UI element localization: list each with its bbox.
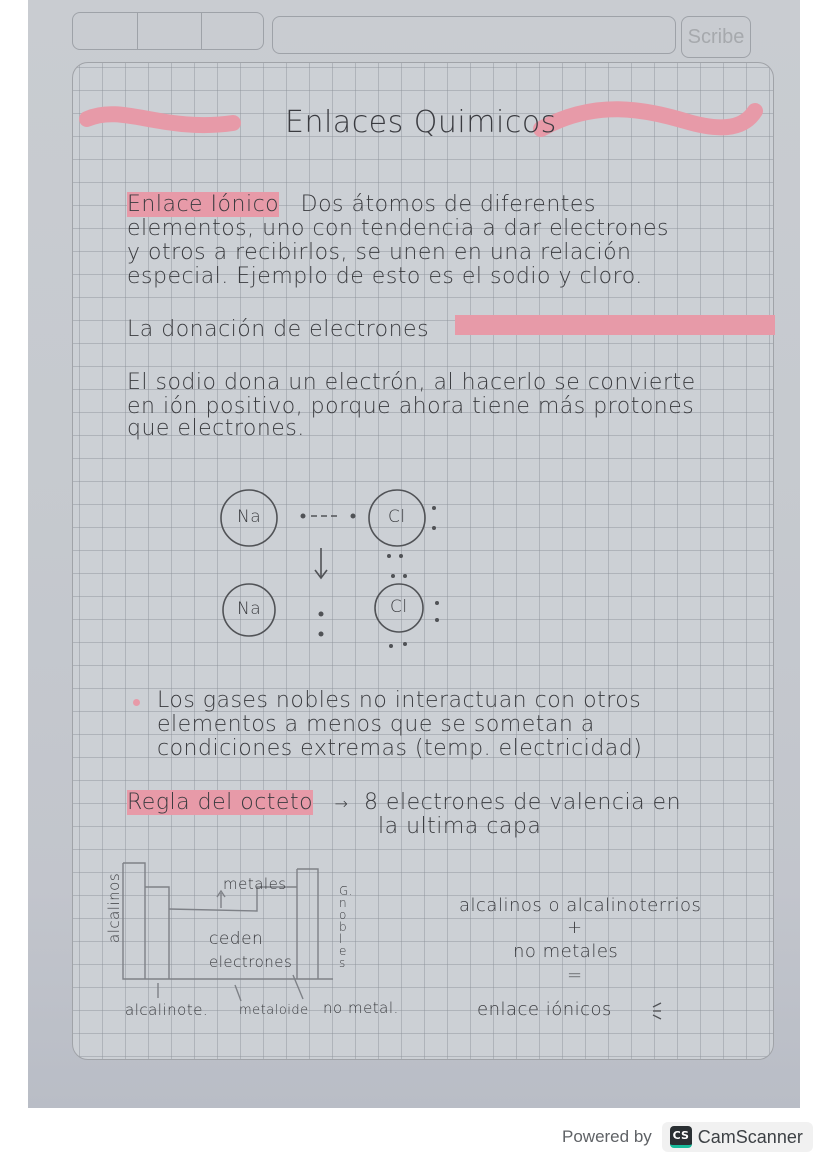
- atom-label-na-top: Na: [237, 507, 262, 527]
- octet-rule-label: Regla del octeto: [127, 790, 314, 815]
- atom-label-na-bottom: Na: [237, 599, 262, 619]
- sodium-chlorine-diagram: [213, 478, 473, 658]
- octet-rule-line-1: 8 electrones de valencia en: [363, 790, 682, 815]
- grid-sheet: [72, 62, 774, 1060]
- pink-highlight-bar: [455, 315, 775, 335]
- subject-box: [272, 16, 676, 54]
- ionic-line-4: especial. Ejemplo de esto es el sodio y cloro.: [127, 264, 643, 289]
- label-metales: metales: [223, 875, 287, 893]
- noble-gas-line-1: Los gases nobles no interactuan con otros: [157, 688, 642, 713]
- ionic-line-3: y otros a recibirlos, se unen en una relación: [127, 240, 632, 265]
- date-boxes: [72, 12, 264, 50]
- donation-line-1: El sodio dona un electrón, al hacerlo se convierte: [127, 370, 696, 395]
- equation-line-1: alcalinos o alcalinoterrios: [459, 895, 702, 916]
- atom-label-cl-top: Cl: [388, 507, 406, 527]
- label-no-metal: no metal.: [323, 999, 399, 1017]
- bullet-dot-icon: [133, 699, 140, 706]
- label-alcalinoterreos: alcalinote.: [125, 1001, 209, 1019]
- date-box-divider: [201, 13, 202, 49]
- noble-gas-line-2: elementos a menos que se sometan a: [157, 712, 595, 737]
- equation-plus: +: [567, 917, 583, 938]
- label-gases-nobles: G. n o b l e s: [339, 884, 354, 970]
- emphasis-mark-icon: [651, 1001, 665, 1021]
- camscanner-badge[interactable]: [662, 1122, 813, 1152]
- camscanner-logo-icon: CS: [670, 1126, 692, 1148]
- donation-line-3: que electrones.: [127, 416, 305, 441]
- scanned-page: [28, 0, 800, 1108]
- ionic-line-2: elementos, uno con tendencia a dar electrones: [127, 216, 670, 241]
- page-title: Enlaces Quimicos: [285, 105, 557, 140]
- scribe-logo: Scribe: [681, 16, 751, 58]
- label-ceden: ceden: [209, 929, 264, 949]
- label-alcalinos: alcalinos: [105, 872, 123, 943]
- donation-line-2: en ión positivo, porque ahora tiene más protones: [127, 394, 695, 419]
- arrow-right-icon: →: [334, 794, 349, 813]
- donation-heading: La donación de electrones: [127, 317, 430, 342]
- equation-line-2: no metales: [513, 941, 619, 962]
- octet-rule-line-2: la ultima capa: [378, 814, 542, 839]
- equation-equals: =: [567, 965, 583, 986]
- atom-label-cl-bottom: Cl: [390, 597, 408, 617]
- pink-squiggle-right-icon: [535, 99, 765, 149]
- pink-squiggle-left-icon: [83, 103, 243, 143]
- camscanner-footer: [562, 1122, 813, 1152]
- powered-by-label: Powered by: [562, 1127, 652, 1146]
- label-metaloide: metaloide: [239, 1003, 309, 1018]
- ionic-bond-paragraph: [127, 193, 596, 217]
- equation-result: enlace iónicos: [477, 999, 612, 1020]
- camscanner-brand: CamScanner: [697, 1126, 803, 1147]
- ionic-line-1: Dos átomos de diferentes: [300, 192, 596, 217]
- noble-gas-line-3: condiciones extremas (temp. electricidad): [157, 736, 643, 761]
- ionic-bond-label: Enlace Iónico: [127, 192, 280, 217]
- date-box-divider: [137, 13, 138, 49]
- label-electrones: electrones: [209, 953, 293, 971]
- octet-rule-row: [127, 791, 681, 816]
